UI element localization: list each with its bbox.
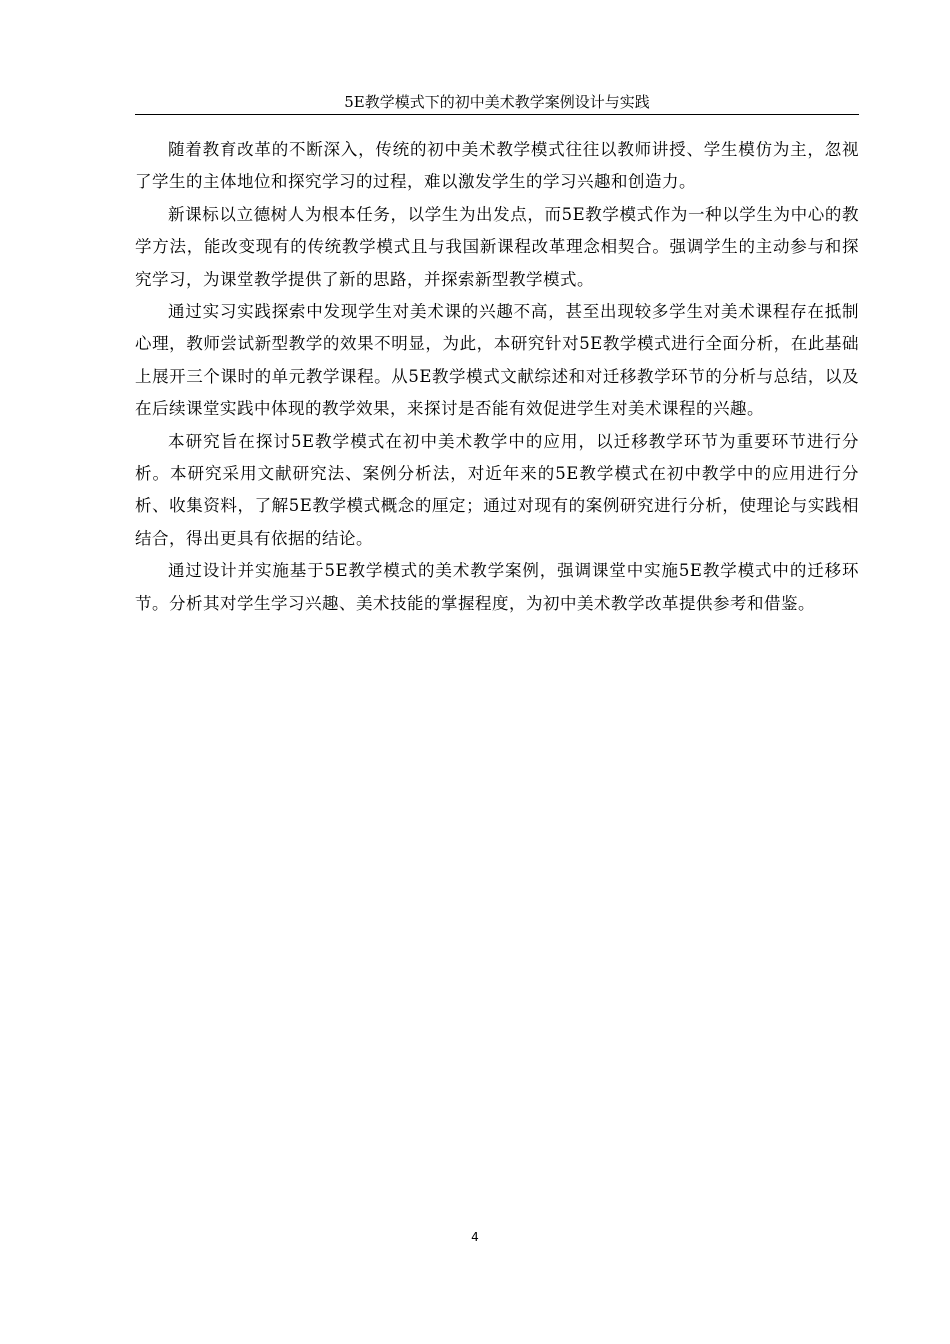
page-number: 4 xyxy=(471,1230,479,1244)
header-title: 5E教学模式下的初中美术教学案例设计与实践 xyxy=(344,93,650,111)
paragraph: 新课标以立德树人为根本任务，以学生为出发点，而5E教学模式作为一种以学生为中心的教学方法，能改变现有的传统教学模式且与我国新课程改革理念相契合。强调学生的主动参与和探究学习，为课堂教学提供了新的思路，并探索新型教学模式。 xyxy=(135,204,859,289)
running-header xyxy=(135,92,859,115)
paragraph: 随着教育改革的不断深入，传统的初中美术教学模式往往以教师讲授、学生模仿为主，忽视了学生的主体地位和探究学习的过程，难以激发学生的学习兴趣和创造力。 xyxy=(135,140,859,192)
body-text xyxy=(135,134,859,620)
paragraph: 本研究旨在探讨5E教学模式在初中美术教学中的应用，以迁移教学环节为重要环节进行分析。本研究采用文献研究法、案例分析法，对近年来的5E教学模式在初中教学中的应用进行分析、收集资料，了解5E教学模式概念的厘定；通过对现有的案例研究进行分析，使理论与实践相结合，得出更具有依据的结论。 xyxy=(135,431,859,548)
paragraph: 通过实习实践探索中发现学生对美术课的兴趣不高，甚至出现较多学生对美术课程存在抵制心理，教师尝试新型教学的效果不明显，为此，本研究针对5E教学模式进行全面分析，在此基础上展开三个课时的单元教学课程。从5E教学模式文献综述和对迁移教学环节的分析与总结，以及在后续课堂实践中体现的教学效果，来探讨是否能有效促进学生对美术课程的兴趣。 xyxy=(135,302,859,419)
paragraph: 通过设计并实施基于5E教学模式的美术教学案例，强调课堂中实施5E教学模式中的迁移环节。分析其对学生学习兴趣、美术技能的掌握程度，为初中美术教学改革提供参考和借鉴。 xyxy=(135,561,859,613)
